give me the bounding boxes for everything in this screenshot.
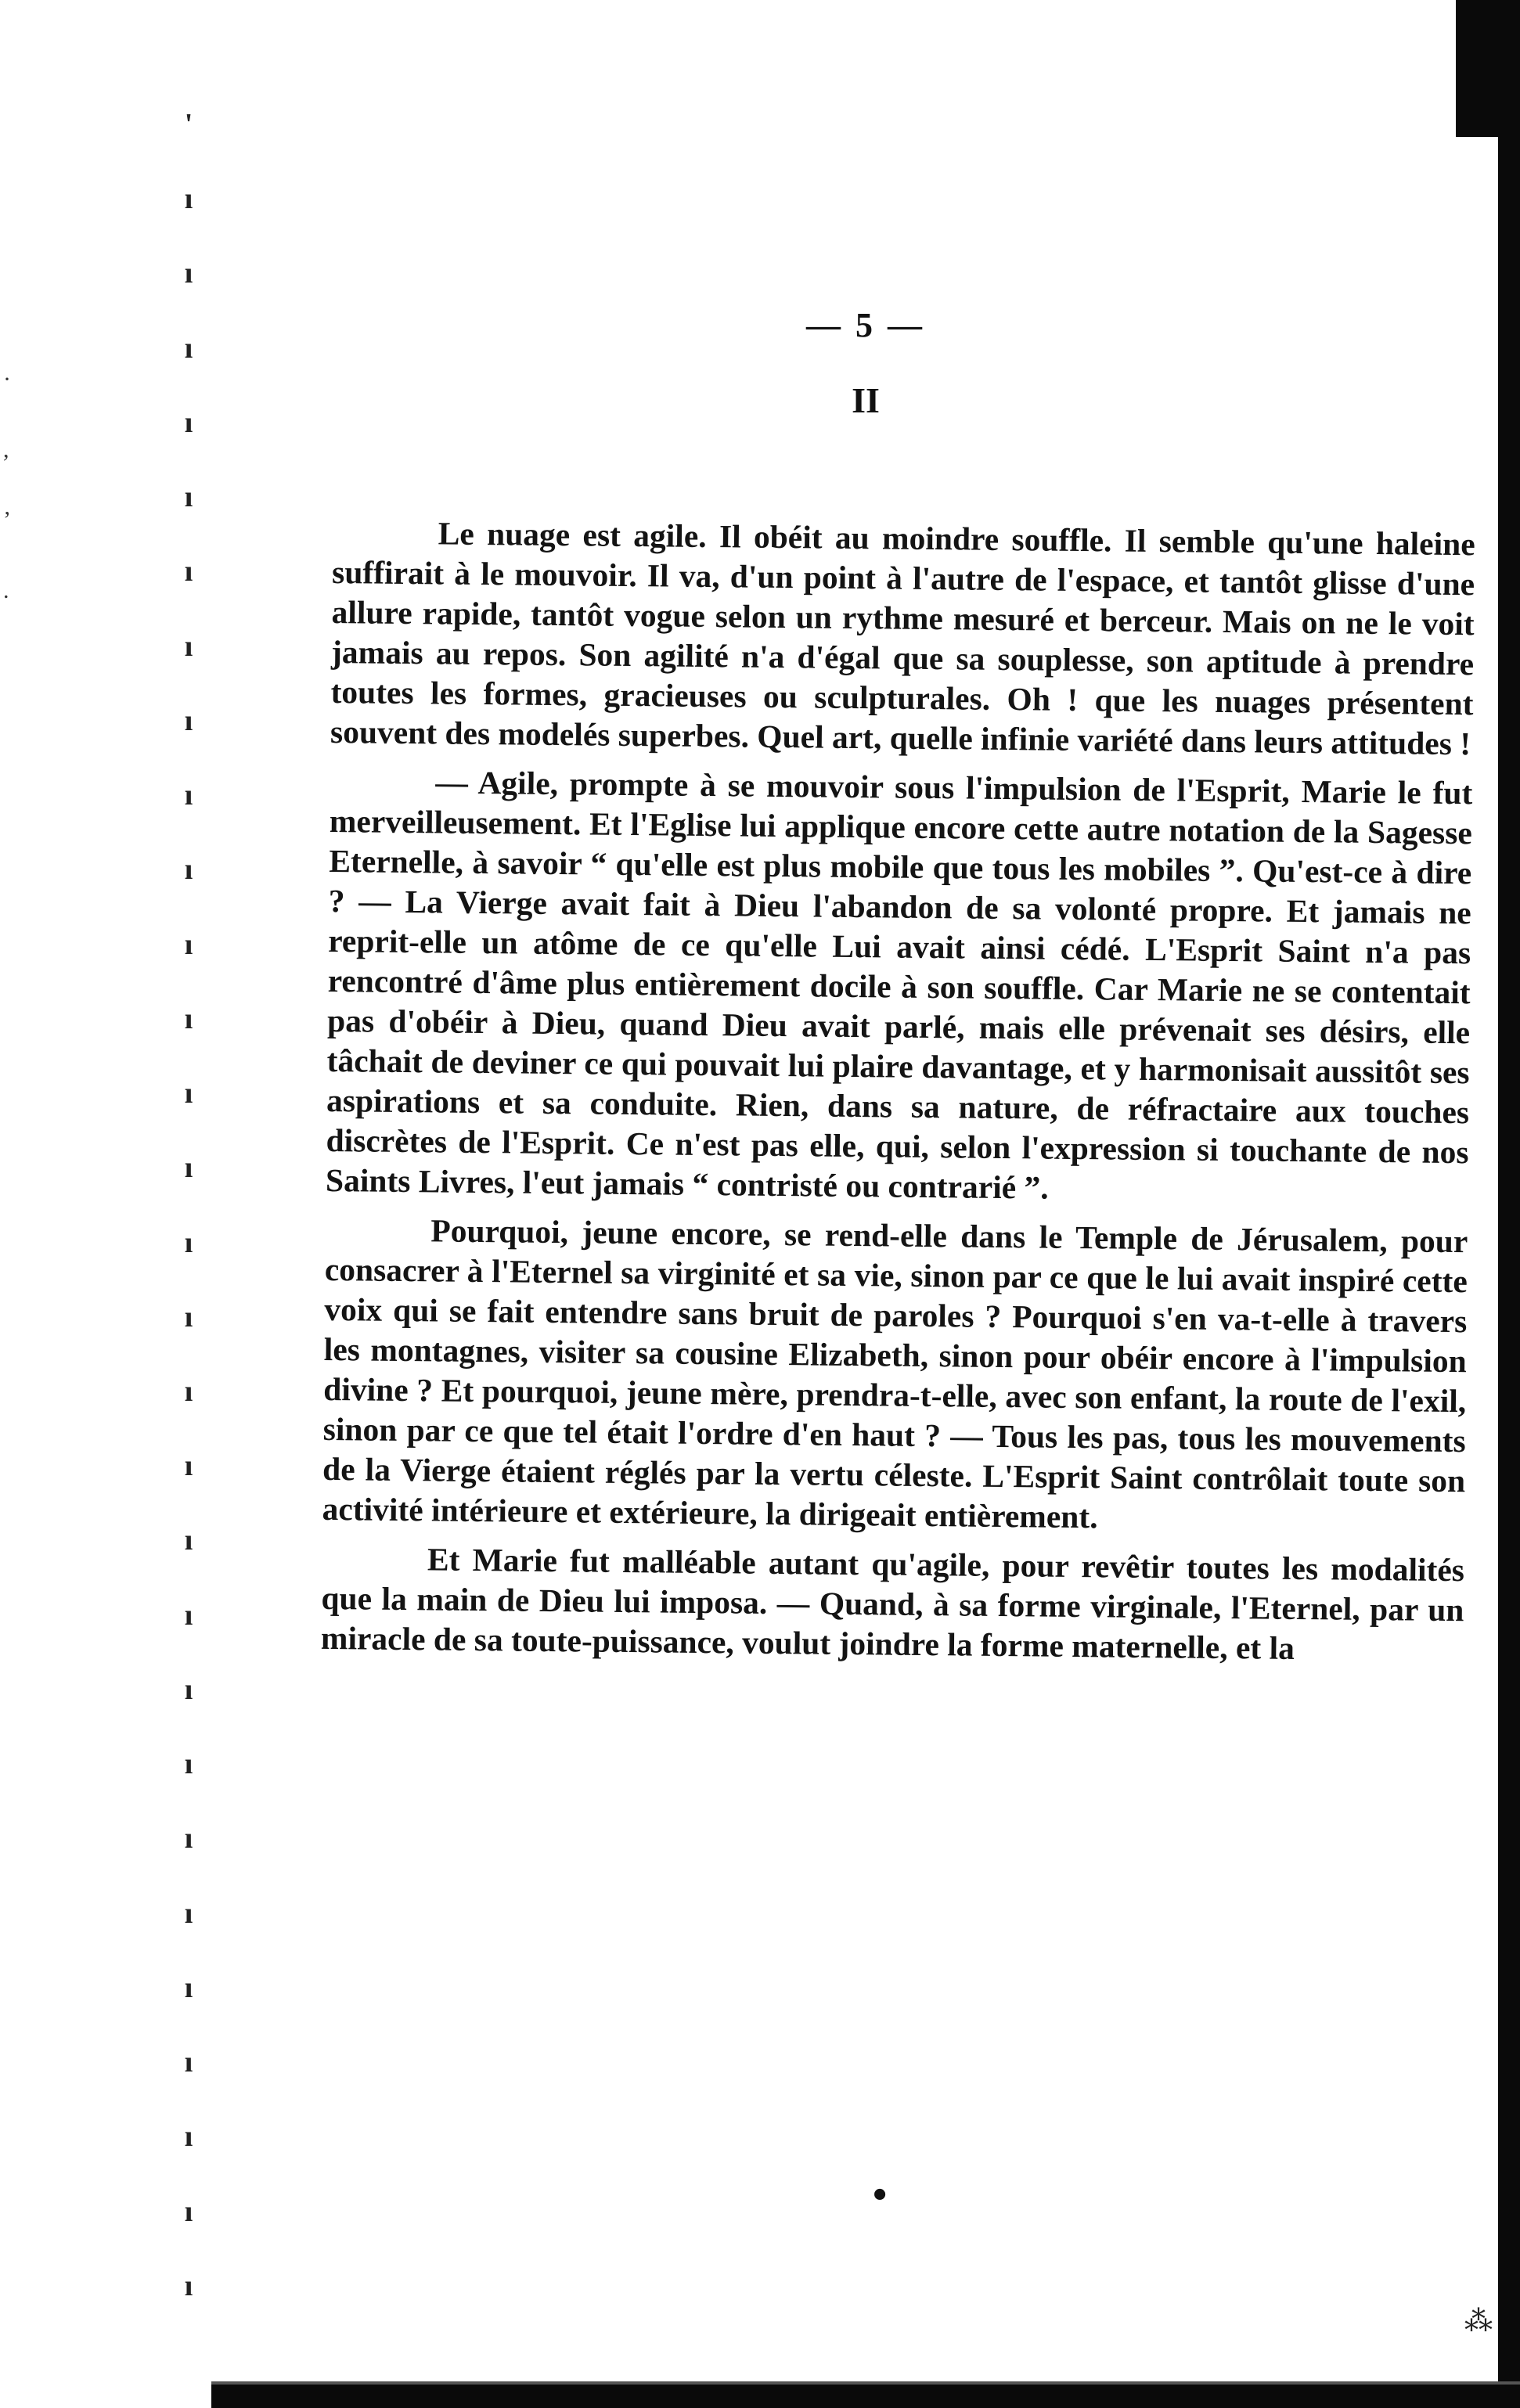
- page-header: [211, 305, 1520, 345]
- paragraph: Et Marie fut malléable autant qu'agile, pour revêtir toutes les modalités que la main de Dieu lui imposa. — Quand, à sa forme virginale, l'Eternel, par un miracle de sa toute-puissance, voulut joindre la forme maternelle, et la: [320, 1541, 1465, 1666]
- corner-glyph: ⁂: [1464, 2305, 1493, 2337]
- binding-marks: ' ı ı ı ı ı ı ı ı ı ı ı ı ı ı ı ı ı ı ı ı ı ı ı ı ı ı ı ı ı: [184, 108, 193, 2302]
- scan-border-right: [1498, 0, 1520, 2408]
- paragraph: Pourquoi, jeune encore, se rend-elle dans le Temple de Jérusalem, pour consacrer à l'Eternel sa virginité et sa vie, sinon par ce que le lui avait inspiré cette voix qui se fait entendre sans bruit de paroles ? Pourquoi s'en va-t-elle à travers les montagnes, visiter sa cousine Elizabeth, sinon pour obéir encore à l'impulsion divine ? Et pourquoi, jeune mère, prendra-t-elle, avec son enfant, la route de l'exil, sinon par ce que tel était l'ordre d'en haut ? — Tous les pas, tous les mouvements de la Vierge étaient réglés par la vertu céleste. L'Esprit Saint contrôlait toute son activité intérieure et extérieure, la dirigeait entièrement.: [322, 1212, 1468, 1535]
- section-number: II: [852, 380, 880, 420]
- previous-page-gutter: [0, 0, 211, 2408]
- footer-mark: •: [873, 2172, 888, 2217]
- left-edge-marks: · , ʼ .: [3, 366, 11, 603]
- paragraph: — Agile, prompte à se mouvoir sous l'impulsion de l'Esprit, Marie le fut merveilleusement. Et l'Eglise lui applique encore cette autre notation de la Sagesse Eternelle, à savoir “ qu'elle est plus mobile que tous les mobiles ”. Qu'est-ce à dire ? — La Vierge avait fait à Dieu l'abandon de sa volonté propre. Et jamais ne reprit-elle un atôme de ce qu'elle Lui avait ainsi cédé. L'Esprit Saint n'a pas rencontré d'âme plus entièrement docile à son souffle. Car Marie ne se contentait pas d'obéir à Dieu, quand Dieu avait parlé, mais elle prévenait ses désirs, elle tâchait de deviner ce qui pouvait lui plaire davantage, et y harmonisait aussitôt ses aspirations et sa conduite. Rien, dans sa nature, de réfractaire aux touches discrètes de l'Esprit. Ce n'est pas elle, qui, selon l'expression si touchante de nos Saints Livres, l'eut jamais “ contristé ou contrarié ”.: [325, 764, 1473, 1206]
- paragraph: Le nuage est agile. Il obéit au moindre souffle. Il semble qu'une haleine suffirait à le mouvoir. Il va, d'un point à l'autre de l'espace, et tantôt glisse d'une allure rapide, tantôt vogue selon un rythme mesuré et berceur. Mais on ne le voit jamais au repos. Son agilité n'a d'égal que sa souplesse, son aptitude à prendre toutes les formes, gracieuses ou sculpturales. Oh ! que les nuages présentent souvent des modelés superbes. Quel art, quelle infinie variété dans leurs attitudes !: [330, 515, 1475, 762]
- page-number: — 5 —: [806, 306, 925, 344]
- body-text: [321, 513, 1475, 1679]
- book-page: [211, 0, 1520, 2408]
- scan-border-bottom: [211, 2385, 1520, 2408]
